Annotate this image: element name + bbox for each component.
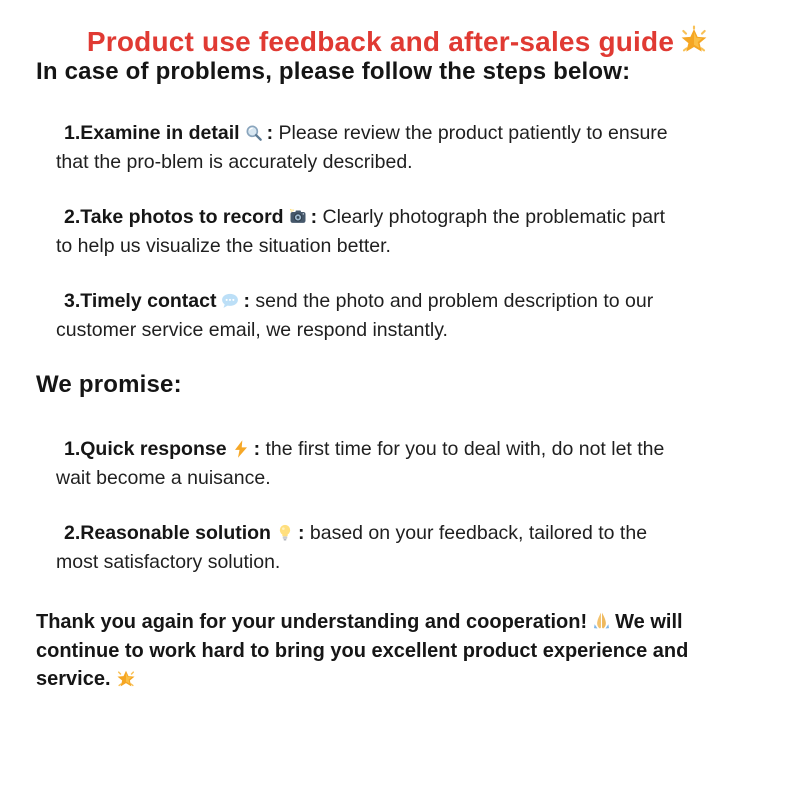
footer-thanks [36, 608, 760, 694]
camera-flash-icon [288, 207, 308, 227]
page-title [0, 0, 800, 58]
section-heading-promise: We promise: [36, 371, 182, 398]
magnifying-glass-icon [244, 123, 264, 143]
promise-2-line-1 [56, 519, 752, 548]
step-item-2 [56, 203, 752, 260]
promise-1-line-1 [56, 435, 752, 464]
glowing-star-icon [678, 25, 710, 57]
promise-1-bold-label: 1.Quick response [64, 438, 227, 460]
step-2-line-2: to help us visualize the situation better. [56, 234, 391, 257]
promise-1-colon: : [253, 438, 261, 460]
speech-balloon-icon [220, 291, 240, 311]
promise-2-text: based on your feedback, tailored to the [304, 522, 648, 544]
footer-line-1-after: We will [615, 611, 683, 633]
promise-2-bold-label: 2.Reasonable solution [64, 522, 271, 544]
step-1-line-2: that the pro-blem is accurately described. [56, 150, 413, 173]
step-3-line-1 [56, 287, 752, 316]
page-title-text: Product use feedback and after-sales guide [86, 26, 675, 57]
step-3-colon: : [243, 290, 250, 312]
steps-list [56, 119, 752, 344]
promise-2-line-2: most satisfactory solution. [56, 550, 281, 573]
folded-hands-icon [591, 611, 612, 632]
section-heading-steps: In case of problems, please follow the steps below: [36, 58, 631, 85]
promise-1-text: the first time for you to deal with, do not let the [260, 438, 665, 460]
step-item-1 [56, 119, 752, 176]
step-1-text: Please review the product patiently to ensure [273, 122, 668, 144]
footer-line-1-before: Thank you again for your understanding and cooperation! [36, 611, 588, 633]
footer-line-1 [36, 608, 760, 637]
step-2-bold-label: 2.Take photos to record [64, 206, 284, 228]
footer-line-3 [36, 665, 760, 694]
promise-item-1 [56, 435, 752, 492]
step-1-colon: : [266, 122, 274, 144]
light-bulb-icon [275, 523, 295, 543]
step-2-line-1 [56, 203, 752, 232]
lightning-icon [231, 439, 251, 459]
step-1-line-1 [56, 119, 752, 148]
footer-line-3-text: service. [36, 668, 111, 690]
glowing-star-icon [115, 668, 136, 689]
step-3-text: send the photo and problem description to our [249, 290, 654, 312]
step-3-bold-label: 3.Timely contact [64, 290, 217, 312]
step-2-text: Clearly photograph the problematic part [317, 206, 666, 228]
step-1-bold-label: 1.Examine in detail [64, 122, 240, 144]
promise-item-2 [56, 519, 752, 576]
step-3-line-2: customer service email, we respond instantly. [56, 318, 448, 341]
step-2-colon: : [310, 206, 318, 228]
promise-2-colon: : [297, 522, 305, 544]
promise-1-line-2: wait become a nuisance. [56, 466, 271, 489]
promise-list [56, 435, 752, 576]
footer-line-2: continue to work hard to bring you excellent product experience and [36, 639, 689, 662]
step-item-3 [56, 287, 752, 344]
